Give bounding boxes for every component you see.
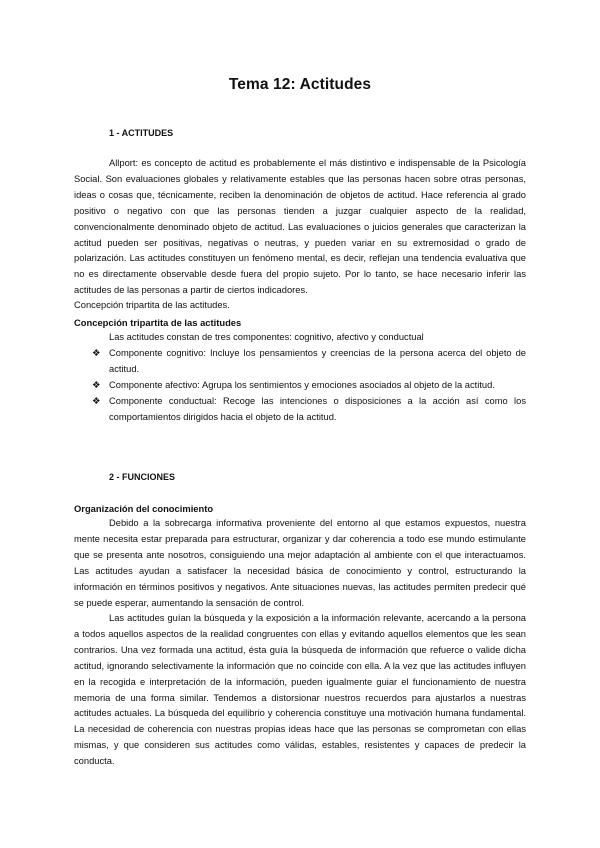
subheading-tripartita: Concepción tripartita de las actitudes: [74, 317, 242, 328]
list-item-conductual: [92, 394, 526, 426]
section-heading-actitudes: 1 - ACTITUDES: [109, 128, 174, 138]
paragraph-allport: Allport: es concepto de actitud es probablemente el más distintivo e indispensable de la Psicología Social. Son evaluaciones globales y relativamente estables que las personas hacen sobre otras personas, ideas o cosas que, técnicamente, reciben la denominación de objetos de actitud. Hace referencia al grado positivo o negativo con que las personas tienden a juzgar cualquier aspecto de la realidad, convencionalmente denominado objeto de actitud. Las evaluaciones o juicios generales que caracterizan la actitud pueden ser positivas, negativas o neutras, y pueden variar en su extremosidad o grado de polarización. Las actitudes constituyen un fenómeno mental, es decir, reflejan una tendencia evaluativa que no es directamente observable desde fuera del propio sujeto. Por lo tanto, se hace necesario inferir las actitudes de las personas a partir de ciertos indicadores.: [74, 158, 526, 296]
subheading-organizacion: Organización del conocimiento: [74, 503, 214, 514]
paragraph-sobrecarga: Debido a la sobrecarga informativa proveniente del entorno al que estamos expuestos, nuestra mente necesita estar preparada para estructurar, organizar y dar coherencia a todo ese mundo estimulante que se presenta ante nosotros, consiguiendo una mejor adaptación al ambiente con el que interactuamos. Las actitudes ayudan a satisfacer la necesidad básica de conocimiento y control, estructurando la información en términos positivos y negativos. Ante situaciones nuevas, las actitudes permiten predecir qué se puede esperar, aumentando la sensación de control.: [74, 518, 526, 608]
components-list: [92, 346, 526, 426]
list-item-text: Componente afectivo: Agrupa los sentimientos y emociones asociados al objeto de la actitud.: [109, 379, 495, 390]
paragraph-busqueda: Las actitudes guían la búsqueda y la exposición a la información relevante, acercando a la persona a todos aquellos aspectos de la realidad congruentes con ellas y evitando aquellos elementos que les sean contrarios. Una vez formada una actitud, ésta guía la búsqueda de información que refuerce o valide dicha actitud, ignorando selectivamente la información que no coincide con ella. A la vez que las actitudes influyen en la recogida e interpretación de la información, pueden igualmente guiar el funcionamiento de nuestra memoria de una forma similar. Tendemos a distorsionar nuestros recuerdos para ajustarlos a nuestras actitudes actuales. La búsqueda del equilibrio y coherencia constituye una motivación humana fundamental. La necesidad de coherencia con nuestras propias ideas hace que las personas se comprometan con ellas mismas, y que consideren sus actitudes como válidas, estables, resistentes y capaces de predecir la conducta.: [74, 613, 526, 767]
diamond-bullet-icon: ❖: [92, 395, 101, 407]
page-title: Tema 12: Actitudes: [228, 76, 372, 93]
list-item-afectivo: [92, 378, 526, 394]
list-item-text: Componente cognitivo: Incluye los pensamientos y creencias de la persona acerca del objeto de actitud.: [109, 348, 526, 374]
list-item-text: Componente conductual: Recoge las intenciones o disposiciones a la acción así como los comportamientos dirigidos hacia el objeto de la actitud.: [109, 395, 526, 422]
paragraph-components-intro: Las actitudes constan de tres componentes: cognitivo, afectivo y conductual: [109, 332, 424, 342]
paragraph-trailing-line: Concepción tripartita de las actitudes.: [74, 300, 230, 310]
section-heading-funciones: 2 - FUNCIONES: [109, 472, 176, 482]
diamond-bullet-icon: ❖: [92, 379, 101, 391]
list-item-cognitivo: [92, 346, 526, 378]
diamond-bullet-icon: ❖: [92, 348, 101, 359]
